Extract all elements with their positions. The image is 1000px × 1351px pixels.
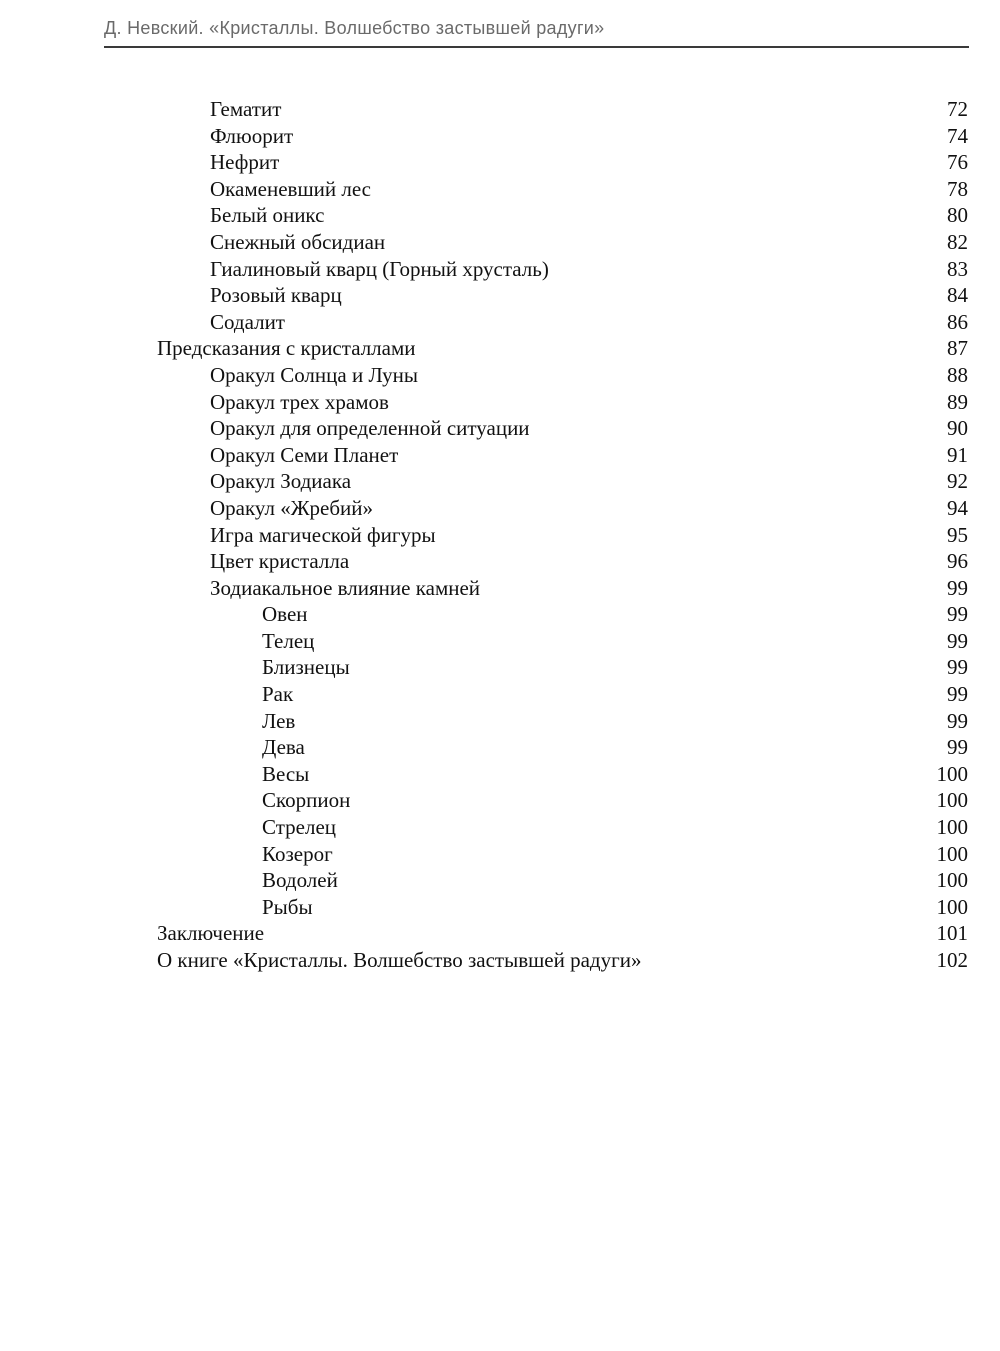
toc-entry (0, 495, 1000, 522)
toc-entry-title: Стрелец (262, 815, 337, 840)
toc-entry-page-number: 94 (947, 495, 968, 520)
toc-entry (0, 522, 1000, 549)
toc-entry (0, 920, 1000, 947)
toc-entry-page-number: 83 (947, 256, 968, 281)
toc-entry-title: Близнецы (262, 655, 350, 680)
toc-entry-page-number: 88 (947, 362, 968, 387)
toc-entry-page-number: 90 (947, 416, 968, 441)
toc-entry-title: Цвет кристалла (210, 549, 350, 574)
toc-entry (0, 548, 1000, 575)
toc-entry (0, 149, 1000, 176)
toc-entry (0, 389, 1000, 416)
toc-entry-page-number: 100 (936, 841, 968, 866)
toc-entry-title: Оракул трех храмов (210, 389, 389, 414)
toc-entry-page-number: 72 (947, 97, 968, 121)
toc-entry-title: Оракул Семи Планет (210, 442, 399, 467)
toc-entry-title: Весы (262, 761, 310, 786)
toc-entry (0, 841, 1000, 868)
toc-entry-title: Белый оникс (210, 203, 325, 228)
toc-entry-title: Рыбы (262, 894, 313, 919)
toc-entry-title: Игра магической фигуры (210, 522, 436, 547)
toc-entry-title: Скорпион (262, 788, 351, 813)
toc-entry (0, 787, 1000, 814)
toc-entry (0, 362, 1000, 389)
table-of-contents (0, 96, 1000, 974)
toc-entry-page-number: 82 (947, 229, 968, 254)
toc-entry (0, 468, 1000, 495)
toc-entry-page-number: 78 (947, 176, 968, 201)
toc-entry-page-number: 100 (936, 761, 968, 786)
toc-entry-title: Предсказания с кристаллами (157, 336, 416, 361)
toc-entry (0, 176, 1000, 203)
toc-entry-page-number: 80 (947, 203, 968, 228)
toc-entry (0, 894, 1000, 921)
toc-entry (0, 867, 1000, 894)
toc-entry (0, 415, 1000, 442)
toc-entry (0, 123, 1000, 150)
toc-entry-page-number: 100 (936, 868, 968, 893)
toc-entry-page-number: 91 (947, 442, 968, 467)
toc-entry-page-number: 100 (936, 894, 968, 919)
toc-entry-title: Зодиакальное влияние камней (210, 575, 481, 600)
toc-entry-title: Содалит (210, 309, 285, 334)
toc-entry (0, 335, 1000, 362)
toc-entry (0, 734, 1000, 761)
toc-entry-title: Водолей (262, 868, 338, 893)
toc-entry-title: Окаменевший лес (210, 176, 371, 201)
toc-entry (0, 628, 1000, 655)
toc-entry (0, 601, 1000, 628)
toc-entry-page-number: 100 (936, 815, 968, 840)
toc-entry-page-number: 99 (947, 602, 968, 627)
toc-entry-title: Дева (262, 735, 305, 760)
toc-entry-title: Флюорит (210, 123, 294, 148)
toc-entry-title: Телец (262, 628, 315, 653)
toc-entry-title: Лев (262, 708, 296, 733)
toc-entry-page-number: 99 (947, 708, 968, 733)
toc-entry (0, 309, 1000, 336)
toc-entry-title: Нефрит (210, 150, 280, 175)
toc-entry-title: Розовый кварц (210, 283, 342, 308)
toc-entry (0, 947, 1000, 974)
toc-entry-page-number: 95 (947, 522, 968, 547)
toc-entry (0, 202, 1000, 229)
toc-entry-page-number: 99 (947, 655, 968, 680)
toc-entry-page-number: 99 (947, 682, 968, 707)
toc-entry-page-number: 84 (947, 283, 968, 308)
toc-entry (0, 761, 1000, 788)
toc-entry-page-number: 99 (947, 575, 968, 600)
toc-entry-title: Оракул «Жребий» (210, 495, 373, 520)
toc-entry-page-number: 74 (947, 123, 968, 148)
toc-entry-title: Оракул Солнца и Луны (210, 362, 419, 387)
toc-entry-title: Гиалиновый кварц (Горный хрусталь) (210, 256, 549, 281)
toc-entry-page-number: 96 (947, 549, 968, 574)
toc-entry-title: О книге «Кристаллы. Волшебство застывшей радуги» (157, 948, 642, 972)
toc-entry-page-number: 92 (947, 469, 968, 494)
toc-entry (0, 708, 1000, 735)
toc-entry-page-number: 99 (947, 628, 968, 653)
toc-entry-title: Гематит (210, 97, 282, 121)
toc-entry-page-number: 76 (947, 150, 968, 175)
toc-entry (0, 575, 1000, 602)
toc-entry-title: Оракул для определенной ситуации (210, 416, 530, 441)
toc-entry (0, 229, 1000, 256)
toc-entry-page-number: 102 (936, 948, 968, 972)
toc-entry (0, 96, 1000, 123)
toc-entry-title: Рак (262, 682, 294, 707)
toc-entry-title: Овен (262, 602, 308, 627)
toc-entry-page-number: 100 (936, 788, 968, 813)
toc-entry (0, 654, 1000, 681)
toc-entry-page-number: 99 (947, 735, 968, 760)
toc-entry-page-number: 89 (947, 389, 968, 414)
toc-entry-title: Оракул Зодиака (210, 469, 352, 494)
toc-entry (0, 814, 1000, 841)
toc-entry-title: Козерог (262, 841, 333, 866)
running-header: Д. Невский. «Кристаллы. Волшебство застывшей радуги» (104, 18, 969, 48)
toc-entry-page-number: 87 (947, 336, 968, 361)
toc-entry-title: Заключение (157, 921, 265, 946)
toc-entry-page-number: 101 (936, 921, 968, 946)
toc-entry-page-number: 86 (947, 309, 968, 334)
toc-entry (0, 442, 1000, 469)
toc-entry (0, 681, 1000, 708)
toc-entry-title: Снежный обсидиан (210, 229, 386, 254)
toc-entry (0, 282, 1000, 309)
toc-entry (0, 256, 1000, 283)
